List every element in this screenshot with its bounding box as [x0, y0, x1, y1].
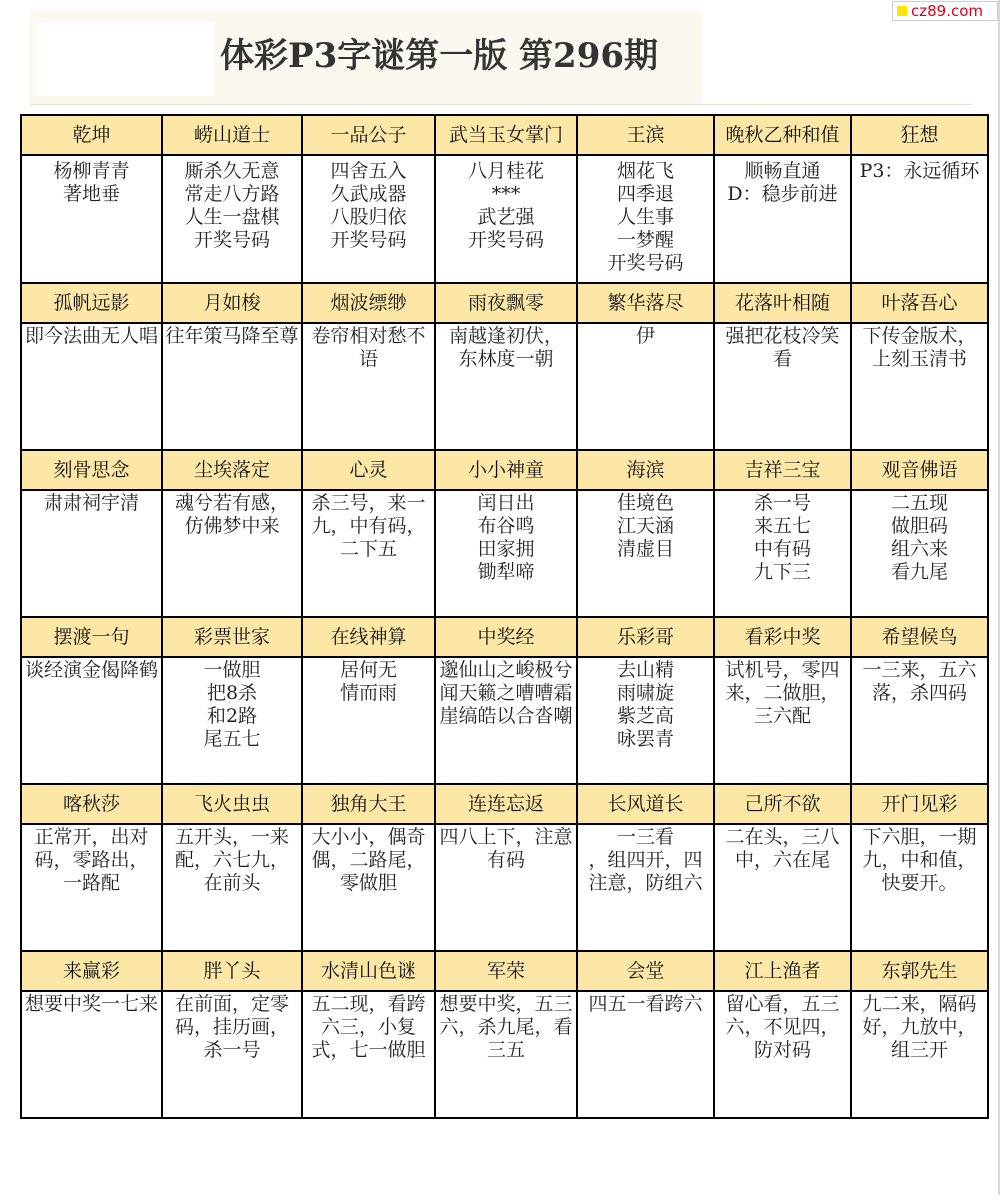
riddle-text: 肃肃祠宇清 [43, 492, 139, 514]
riddle-text: 往年策马降至尊 [165, 325, 299, 347]
riddle-cell [435, 490, 577, 617]
riddle-text: 伊 [635, 325, 655, 347]
header-row [21, 951, 988, 991]
header-row [21, 283, 988, 323]
riddle-row [21, 991, 988, 1118]
author-name-cell: 孤帆远影 [21, 283, 162, 323]
riddle-text: P3：永远循环 [859, 160, 980, 182]
riddle-text: 五二现，看跨六三，小复式，七一做胆 [311, 993, 426, 1061]
riddle-text: 佳境色 江天涵 清虚目 [616, 492, 674, 560]
riddle-cell [21, 155, 162, 283]
logo-square-icon [897, 6, 907, 16]
author-name-cell: 尘埃落定 [162, 450, 302, 490]
riddle-row [21, 657, 988, 784]
author-name-cell: 狂想 [851, 115, 988, 155]
author-name-cell: 东郭先生 [851, 951, 988, 991]
author-name-cell: 小小神童 [435, 450, 577, 490]
riddle-row [21, 824, 988, 951]
riddle-text: 试机号，零四来，二做胆， 三六配 [725, 659, 840, 727]
riddle-cell [21, 824, 162, 951]
riddle-text: 下传金版术， 上刻玉清书 [862, 325, 977, 370]
riddle-cell [21, 991, 162, 1118]
author-name-cell: 军荣 [435, 951, 577, 991]
riddle-text: 即今法曲无人唱 [24, 325, 158, 347]
riddle-cell [714, 824, 851, 951]
author-name-cell: 观音佛语 [851, 450, 988, 490]
riddle-text: 正常开，出对码，零路出， 一路配 [34, 826, 149, 894]
riddle-text: 五开头，一来配，六七九， 在前头 [174, 826, 289, 894]
riddle-cell [302, 155, 435, 283]
riddle-cell [714, 657, 851, 784]
author-name-cell: 繁华落尽 [577, 283, 714, 323]
riddle-cell [162, 490, 302, 617]
author-name-cell: 江上渔者 [714, 951, 851, 991]
author-name-cell: 心灵 [302, 450, 435, 490]
riddle-text: 留心看，五三六，不见四， 防对码 [725, 993, 840, 1061]
riddle-cell [21, 490, 162, 617]
author-name-cell: 水清山色谜 [302, 951, 435, 991]
riddle-text: 一做胆 把8杀 和2路 尾五七 [203, 659, 261, 750]
riddle-text: 一三来，五六落，杀四码 [862, 659, 977, 704]
riddle-cell [577, 155, 714, 283]
riddle-text: 强把花枝冷笑看 [725, 325, 840, 370]
riddle-cell [21, 657, 162, 784]
author-name-cell: 崂山道士 [162, 115, 302, 155]
author-name-cell: 海滨 [577, 450, 714, 490]
riddle-text: 大小小，偶奇偶，二路尾， 零做胆 [311, 826, 426, 894]
riddle-text: 烟花飞 四季退 人生事 一梦醒 开奖号码 [607, 160, 684, 274]
riddle-text: 想要中奖，五三六，杀九尾，看三五 [439, 993, 573, 1061]
author-name-cell: 雨夜飘零 [435, 283, 577, 323]
riddle-cell [714, 155, 851, 283]
author-name-cell: 希望候鸟 [851, 617, 988, 657]
riddle-cell [851, 490, 988, 617]
riddle-text: 杀一号 来五七 中有码 九下三 [753, 492, 811, 583]
author-name-cell: 彩票世家 [162, 617, 302, 657]
riddle-cell [162, 323, 302, 450]
author-name-cell: 摆渡一句 [21, 617, 162, 657]
site-logo[interactable] [892, 1, 998, 21]
riddle-cell [714, 991, 851, 1118]
riddle-text: 八月桂花 *** 武艺强 开奖号码 [467, 160, 544, 251]
riddle-cell [435, 657, 577, 784]
author-name-cell: 乐彩哥 [577, 617, 714, 657]
riddle-text: 卷帘相对愁不语 [311, 325, 426, 370]
riddle-cell [851, 991, 988, 1118]
riddle-text: 杀三号，来一九，中有码， 二下五 [311, 492, 426, 560]
author-name-cell: 吉祥三宝 [714, 450, 851, 490]
author-name-cell: 武当玉女掌门 [435, 115, 577, 155]
riddle-cell [162, 824, 302, 951]
page-header [30, 10, 972, 105]
riddle-cell [435, 824, 577, 951]
riddle-row [21, 323, 988, 450]
author-name-cell: 在线神算 [302, 617, 435, 657]
riddle-table [20, 114, 989, 1119]
author-name-cell: 己所不欲 [714, 784, 851, 824]
riddle-text: 一三看 ，组四开，四注意，防组六 [588, 826, 703, 894]
author-name-cell: 长风道长 [577, 784, 714, 824]
riddle-cell [302, 824, 435, 951]
riddle-cell [577, 657, 714, 784]
header-row [21, 617, 988, 657]
riddle-cell [435, 991, 577, 1118]
riddle-text: 四舍五入 久武成器 八股归依 开奖号码 [330, 160, 407, 251]
riddle-text: 闰日出 布谷鸣 田家拥 锄犁啼 [477, 492, 535, 583]
riddle-text: 去山精 雨啸旋 紫芝高 咏罢青 [616, 659, 674, 750]
author-name-cell: 月如梭 [162, 283, 302, 323]
riddle-text: 魂兮若有感， 仿佛梦中来 [174, 492, 289, 537]
header-row [21, 784, 988, 824]
riddle-text: 二五现 做胆码 组六来 看九尾 [890, 492, 948, 583]
author-name-cell: 刻骨思念 [21, 450, 162, 490]
author-name-cell: 连连忘返 [435, 784, 577, 824]
riddle-cell [851, 323, 988, 450]
riddle-cell [577, 824, 714, 951]
riddle-cell [21, 323, 162, 450]
author-name-cell: 开门见彩 [851, 784, 988, 824]
riddle-cell [714, 323, 851, 450]
riddle-text: 想要中奖一七来 [24, 993, 158, 1015]
riddle-cell [162, 657, 302, 784]
riddle-cell [577, 991, 714, 1118]
author-name-cell: 一品公子 [302, 115, 435, 155]
riddle-text: 顺畅直通 D：稳步前进 [727, 160, 838, 205]
author-name-cell: 王滨 [577, 115, 714, 155]
author-name-cell: 叶落吾心 [851, 283, 988, 323]
riddle-cell [162, 991, 302, 1118]
riddle-cell [714, 490, 851, 617]
riddle-cell [851, 824, 988, 951]
riddle-row [21, 490, 988, 617]
riddle-cell [302, 657, 435, 784]
riddle-cell [577, 323, 714, 450]
author-name-cell: 花落叶相随 [714, 283, 851, 323]
author-name-cell: 烟波缥缈 [302, 283, 435, 323]
author-name-cell: 来赢彩 [21, 951, 162, 991]
header-blank-panel [36, 22, 214, 96]
riddle-text: 居何无 情而雨 [339, 659, 397, 704]
riddle-text: 下六胆，一期九，中和值， 快要开。 [862, 826, 977, 894]
author-name-cell: 飞火虫虫 [162, 784, 302, 824]
riddle-cell [302, 991, 435, 1118]
riddle-text: 杨柳青青 著地垂 [53, 160, 130, 205]
riddle-cell [851, 657, 988, 784]
author-name-cell: 喀秋莎 [21, 784, 162, 824]
header-right-panel [702, 10, 972, 104]
riddle-text: 在前面，定零码，挂历画， 杀一号 [174, 993, 289, 1061]
riddle-cell [302, 490, 435, 617]
riddle-text: 二在头，三八中，六在尾 [725, 826, 840, 871]
riddle-cell [435, 155, 577, 283]
author-name-cell: 晚秋乙种和值 [714, 115, 851, 155]
author-name-cell: 看彩中奖 [714, 617, 851, 657]
author-name-cell: 乾坤 [21, 115, 162, 155]
author-name-cell: 独角大王 [302, 784, 435, 824]
riddle-cell [851, 155, 988, 283]
riddle-text: 四八上下，注意有码 [439, 826, 573, 871]
riddle-row [21, 155, 988, 283]
riddle-text: 四五一看跨六 [588, 993, 703, 1015]
riddle-cell [162, 155, 302, 283]
riddle-text: 厮杀久无意 常走八方路 人生一盘棋 开奖号码 [184, 160, 280, 251]
page-title: 体彩P3字谜第一版 第296期 [220, 36, 659, 76]
riddle-cell [577, 490, 714, 617]
header-row [21, 115, 988, 155]
riddle-text: 谈经演金偈降鹤 [24, 659, 158, 681]
riddle-text: 九二来，隔码好，九放中， 组三开 [862, 993, 977, 1061]
riddle-cell [302, 323, 435, 450]
riddle-text: 南越逢初伏， 东林度一朝 [448, 325, 563, 370]
riddle-cell [435, 323, 577, 450]
logo-text: cz89.com [911, 2, 984, 20]
header-row [21, 450, 988, 490]
author-name-cell: 胖丫头 [162, 951, 302, 991]
riddle-text: 邈仙山之峻极兮 闻天籁之嘈嘈霜 崖缟皓以合沓嘲 [439, 659, 573, 727]
author-name-cell: 中奖经 [435, 617, 577, 657]
author-name-cell: 会堂 [577, 951, 714, 991]
